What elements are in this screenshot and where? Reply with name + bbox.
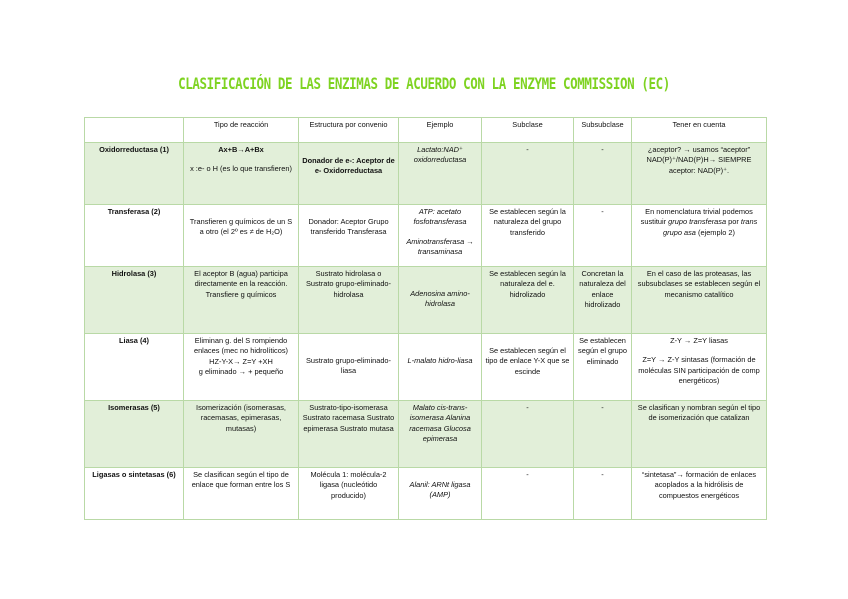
- cell-tener-line: Z-Y → Z=Y liasas: [670, 336, 728, 345]
- cell-name: Liasa (4): [85, 334, 184, 401]
- row-liasa: [85, 334, 767, 401]
- cell-tipo-line: Eliminan g. del S rompiendo enlaces (mec no hidrolíticos): [193, 336, 289, 356]
- header-row: [85, 118, 767, 143]
- cell-tener: Se clasifican y nombran según el tipo de isomerización que catalizan: [632, 401, 767, 468]
- cell-estructura: Sustrato-tipo-isomerasa Sustrato racemasa Sustrato epimerasa Sustrato mutasa: [299, 401, 399, 468]
- cell-ejemplo: [399, 267, 482, 334]
- cell-tener: ¿aceptor? → usamos “aceptor” NAD(P)⁺/NAD(P)H→ SIEMPRE aceptor: NAD(P)⁺.: [632, 143, 767, 205]
- page-title: CLASIFICACIÓN DE LAS ENZIMAS DE ACUERDO CON LA ENZYME COMMISSION (EC): [178, 74, 670, 93]
- cell-estructura-text: Sustrato grupo-eliminado-liasa: [305, 356, 392, 376]
- cell-ejemplo-text: Adenosina amino-hidrolasa: [410, 289, 470, 309]
- cell-ejemplo-line: ATP: acetato fosfotransferasa: [413, 207, 467, 227]
- cell-estructura: [299, 205, 399, 267]
- cell-ejemplo: [399, 205, 482, 267]
- cell-tipo: [184, 143, 299, 205]
- cell-subclase: Se establecen según la naturaleza del e. hidrolizado: [482, 267, 574, 334]
- cell-subsubclase: -: [574, 401, 632, 468]
- tener-text: por: [728, 217, 739, 227]
- cell-tipo: [184, 334, 299, 401]
- row-hidrolasa: [85, 267, 767, 334]
- cell-estructura-text: Donador: Aceptor Grupo transferido Transferasa: [308, 217, 389, 237]
- cell-tener: En el caso de las proteasas, las subsubclases se establecen según el mecanismo catalítico: [632, 267, 767, 334]
- cell-subsubclase: Concretan la naturaleza del enlace hidrolizado: [574, 267, 632, 334]
- cell-subsubclase: -: [574, 143, 632, 205]
- cell-ejemplo: Lactato:NAD⁺ oxidorreductasa: [399, 143, 482, 205]
- cell-subclase: -: [482, 143, 574, 205]
- cell-ejemplo: [399, 334, 482, 401]
- cell-tipo: Isomerización (isomerasas, racemasas, epimerasas, mutasas): [184, 401, 299, 468]
- header-tipo-reaccion: Tipo de reacción: [184, 118, 299, 143]
- cell-subclase: -: [482, 401, 574, 468]
- cell-ejemplo: Malato cis-trans-isomerasa Alanina racemasa Glucosa epimerasa: [399, 401, 482, 468]
- cell-tener: “sintetasa”→ formación de enlaces acoplados a la hidrólisis de compuestos energéticos: [632, 468, 767, 520]
- row-ligasas: [85, 468, 767, 520]
- cell-name: Ligasas o sintetasas (6): [85, 468, 184, 520]
- cell-tipo: [184, 205, 299, 267]
- cell-name: Isomerasas (5): [85, 401, 184, 468]
- cell-tipo-line: x :e- o H (es lo que transfieren): [190, 164, 292, 174]
- row-transferasa: [85, 205, 767, 267]
- cell-ejemplo-line: Aminotransferasa → transaminasa: [406, 236, 474, 257]
- tener-text: grupo transferasa: [668, 217, 727, 227]
- cell-name: Hidrolasa (3): [85, 267, 184, 334]
- header-estructura: Estructura por convenio: [299, 118, 399, 143]
- header-ejemplo: Ejemplo: [399, 118, 482, 143]
- cell-estructura: Molécula 1: molécula-2 ligasa (nucleótido producido): [299, 468, 399, 520]
- tener-text: En nomenclatura trivial podemos sustituir: [640, 207, 753, 227]
- cell-subclase-text: Se establecen según el tipo de enlace Y-X que se escinde: [485, 346, 570, 376]
- cell-subsubclase: -: [574, 205, 632, 267]
- header-subclase: Subclase: [482, 118, 574, 143]
- cell-subsubclase: -: [574, 468, 632, 520]
- cell-subclase: -: [482, 468, 574, 520]
- tener-text: trans grupo asa: [663, 217, 758, 237]
- cell-ejemplo-text: L-malato hidro-liasa: [407, 356, 473, 365]
- cell-ejemplo: [399, 468, 482, 520]
- cell-tipo: El aceptor B (agua) participa directamente en la reacción. Transfiere g químicos: [184, 267, 299, 334]
- cell-tipo-line: g eliminado → + pequeño: [198, 367, 284, 377]
- cell-tener: [632, 334, 767, 401]
- row-oxidorreductasa: [85, 143, 767, 205]
- cell-tipo-line: Ax+B→A+Bx: [218, 145, 264, 154]
- cell-subclase: Se establecen según la naturaleza del grupo transferido: [482, 205, 574, 267]
- tener-text: (ejemplo 2): [697, 227, 735, 237]
- cell-name: Oxidorreductasa (1): [85, 143, 184, 205]
- cell-estructura: Sustrato hidrolasa o Sustrato grupo-eliminado-hidrolasa: [299, 267, 399, 334]
- cell-tipo: Se clasifican según el tipo de enlace que forman entre los S: [184, 468, 299, 520]
- cell-tipo-text: Transfieren g químicos de un S a otro (el 2º es ≠ de H₂O): [189, 217, 293, 237]
- cell-tipo-line: HZ-Y-X→ Z=Y +XH: [209, 356, 273, 366]
- cell-estructura: [299, 143, 399, 205]
- header-tener-en-cuenta: Tener en cuenta: [632, 118, 767, 143]
- cell-estructura-text: Donador de e-: Aceptor de e- Oxidorreductasa: [302, 156, 395, 176]
- enzyme-classification-table: [84, 117, 767, 520]
- row-isomerasas: [85, 401, 767, 468]
- cell-subsubclase: Se establecen según el grupo eliminado: [574, 334, 632, 401]
- cell-tener-line: Z=Y → Z-Y sintasas (formación de moléculas SIN participación de comp energéticos): [638, 355, 760, 386]
- header-subsubclase: Subsubclase: [574, 118, 632, 143]
- cell-tener: [632, 205, 767, 267]
- cell-name: Transferasa (2): [85, 205, 184, 267]
- cell-ejemplo-text: Alanil: ARNt ligasa (AMP): [409, 480, 471, 500]
- cell-subclase: [482, 334, 574, 401]
- cell-estructura: [299, 334, 399, 401]
- header-empty: [85, 118, 184, 143]
